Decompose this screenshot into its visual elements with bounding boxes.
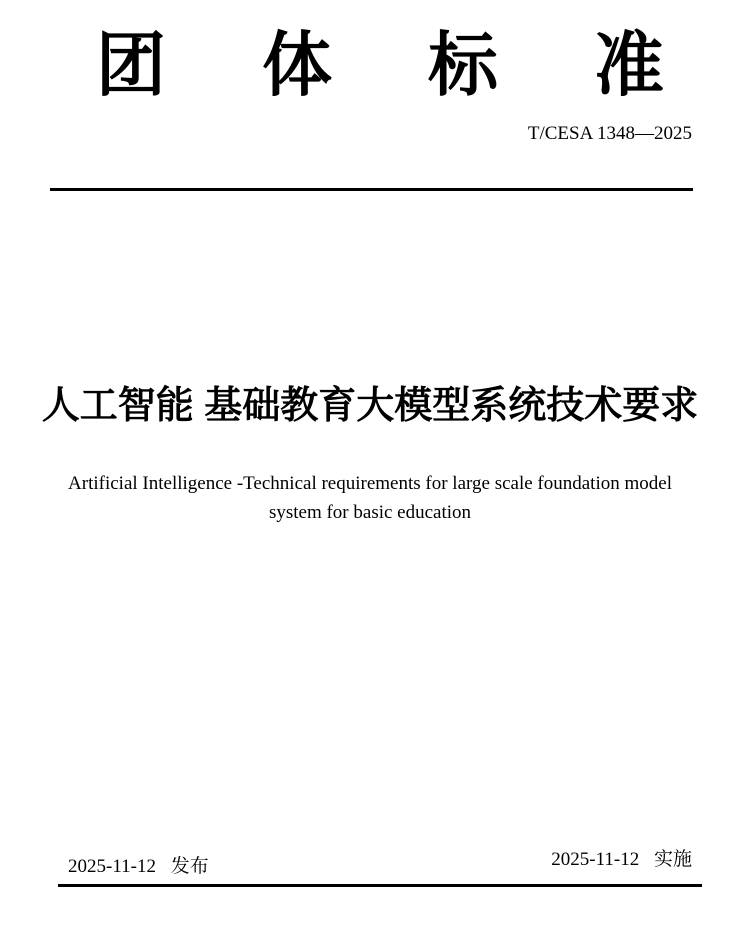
implement-label: 实施 bbox=[653, 849, 692, 870]
main-title-english bbox=[40, 469, 700, 527]
footer-divider-rule bbox=[58, 884, 702, 887]
release-date: 2025-11-12 bbox=[68, 856, 156, 877]
header-divider-rule bbox=[50, 188, 693, 191]
release-date-row bbox=[68, 856, 209, 878]
main-title-english-line2: system for basic education bbox=[268, 502, 472, 523]
document-type-title bbox=[96, 26, 664, 104]
implement-date-row bbox=[551, 849, 692, 871]
document-type-char: 标 bbox=[428, 26, 498, 104]
standard-code: T/CESA 1348—2025 bbox=[527, 123, 692, 144]
main-title-english-line1: Artificial Intelligence -Technical requirements for large scale foundation model bbox=[68, 473, 672, 494]
document-type-char: 准 bbox=[594, 26, 664, 104]
document-type-char: 体 bbox=[262, 26, 332, 104]
document-type-char: 团 bbox=[96, 26, 166, 104]
release-label: 发布 bbox=[170, 856, 209, 877]
implement-date: 2025-11-12 bbox=[551, 849, 640, 870]
main-title-chinese: 人工智能 基础教育大模型系统技术要求 bbox=[41, 385, 699, 427]
